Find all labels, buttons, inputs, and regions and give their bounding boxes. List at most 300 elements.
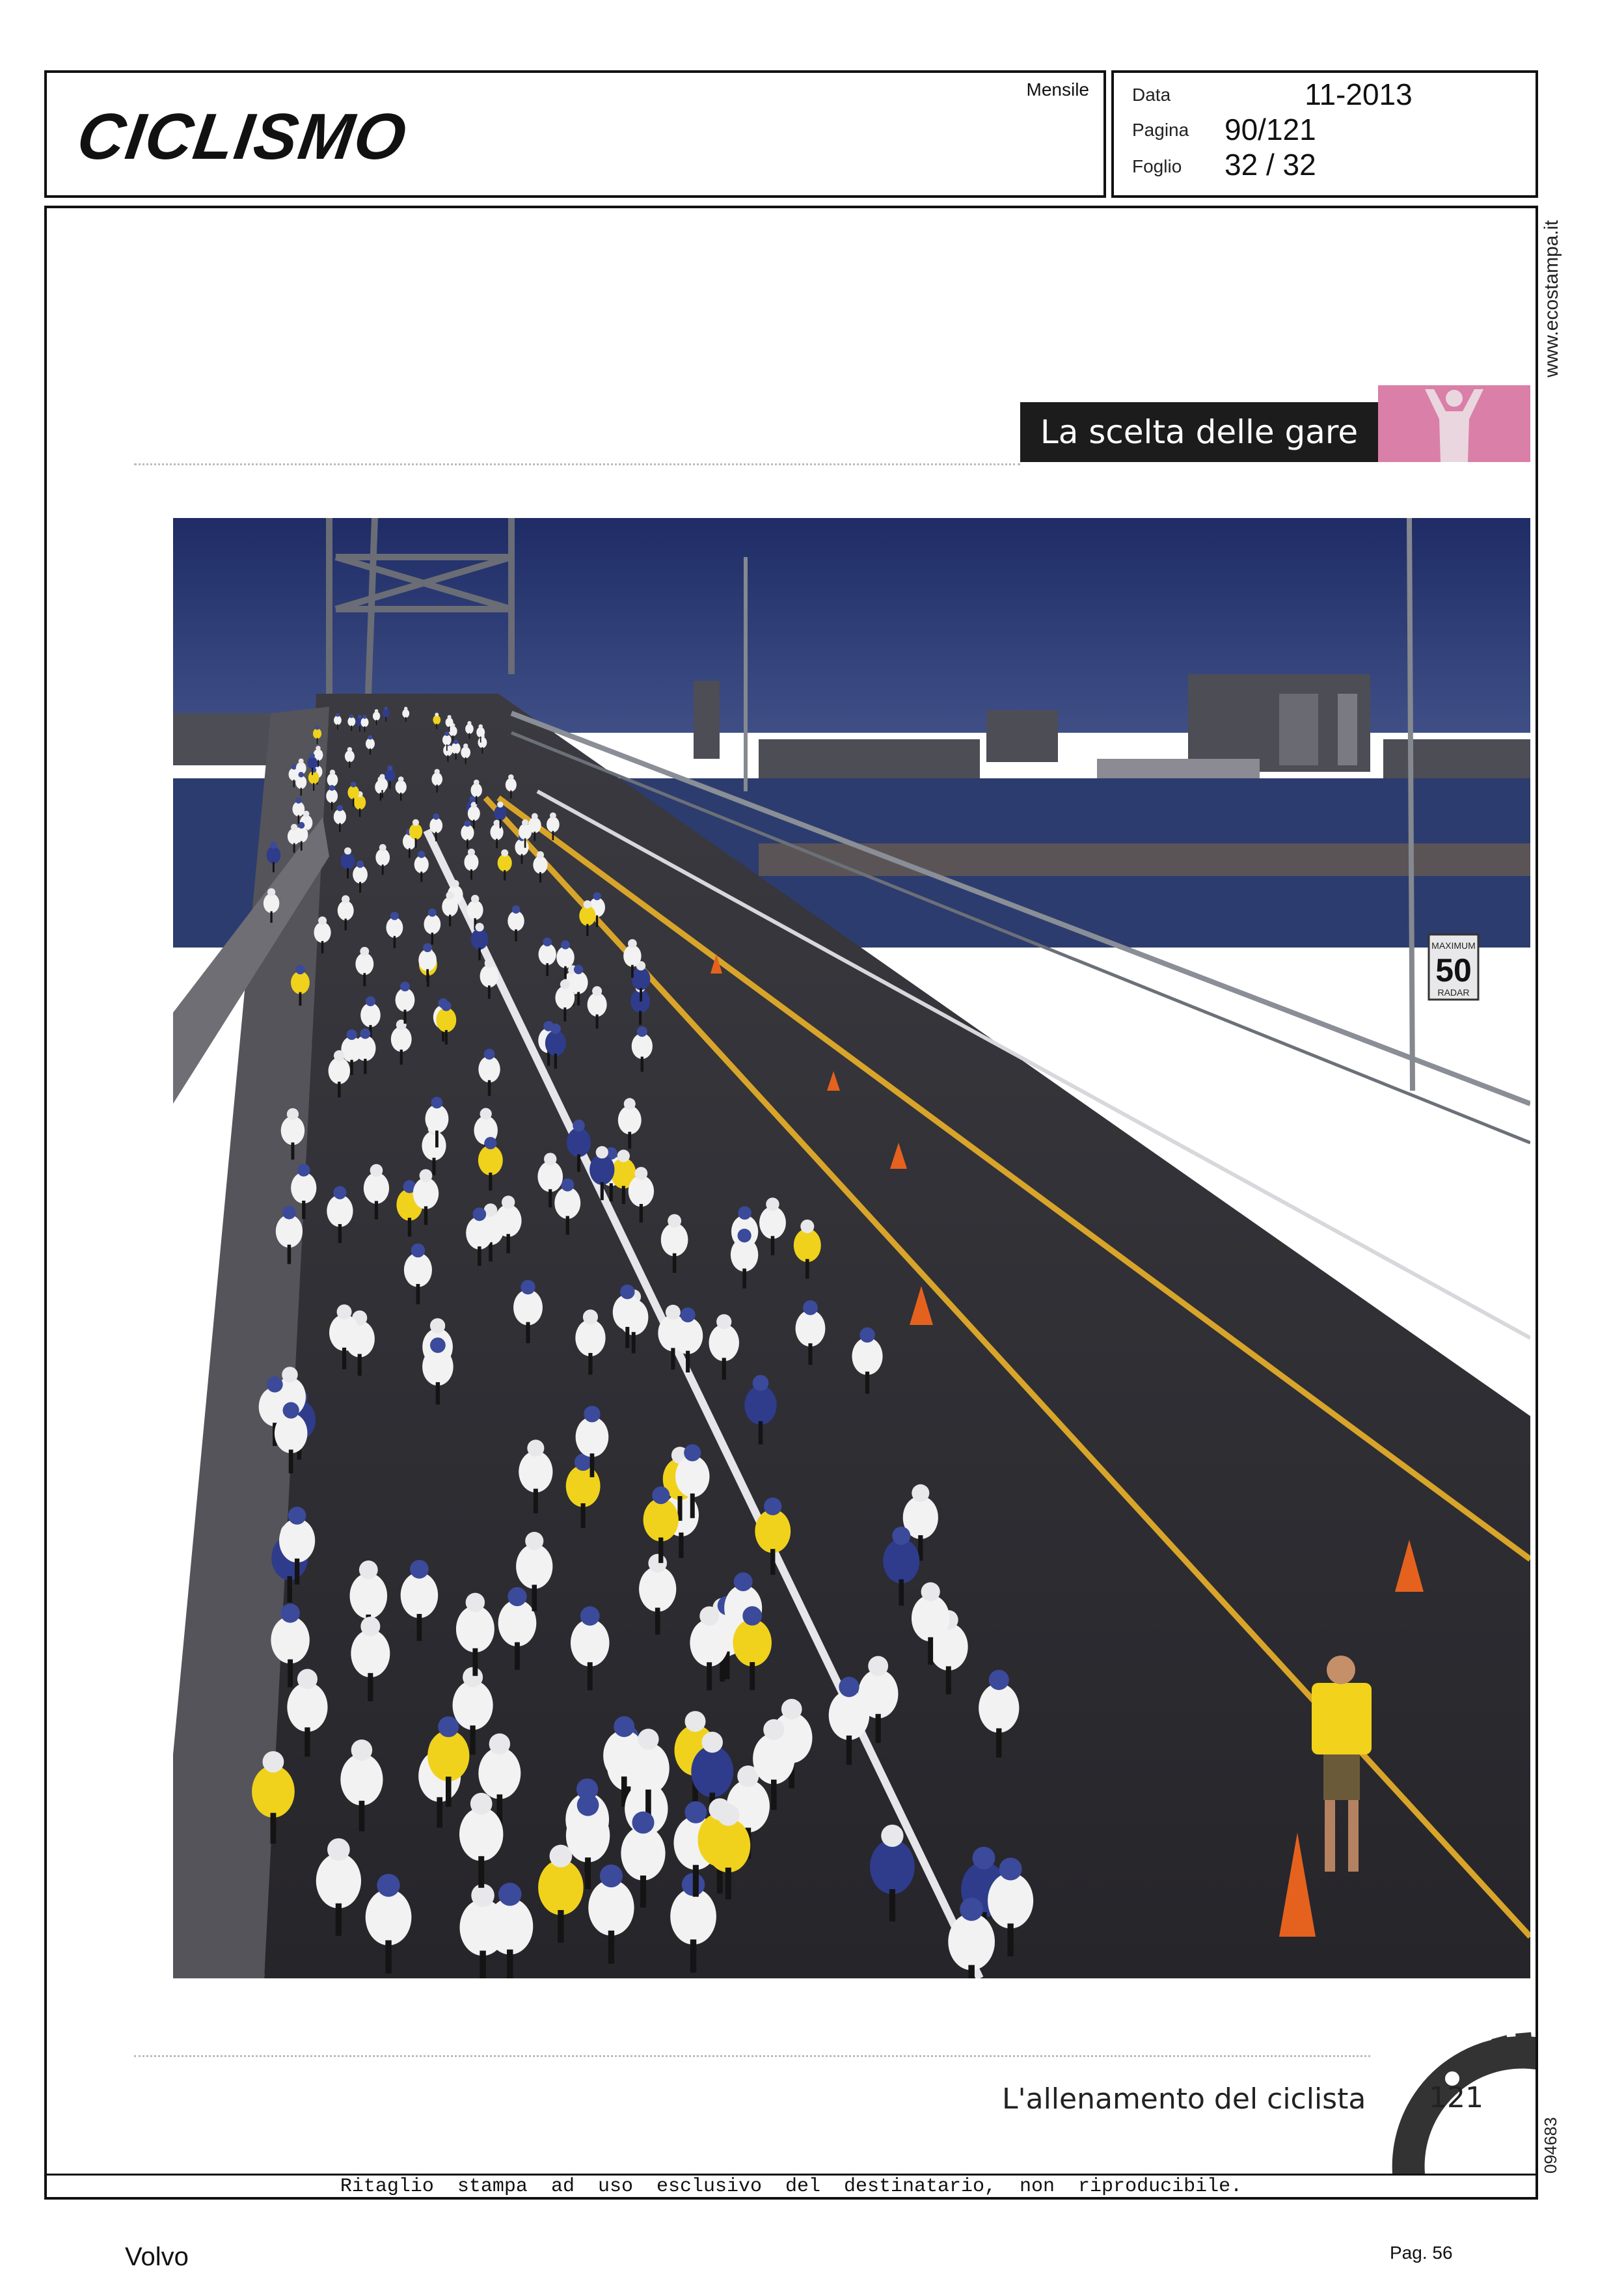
cyclist-helmet [764, 1497, 781, 1515]
cyclist [366, 1889, 412, 1945]
bicycle-wheel [389, 781, 390, 789]
cyclist-helmet [334, 1050, 345, 1061]
bicycle-wheel [337, 724, 338, 730]
bicycle-wheel [641, 1057, 643, 1072]
cyclist [621, 1826, 665, 1880]
cyclist-helmet [666, 1305, 681, 1320]
bicycle-wheel [707, 1662, 712, 1690]
cyclist [661, 1223, 688, 1256]
cyclist-helmet [295, 965, 304, 974]
cyclist-helmet [921, 1582, 940, 1601]
cyclist-helmet [561, 940, 570, 949]
bicycle-wheel [846, 1736, 852, 1765]
cyclist-helmet [467, 721, 471, 725]
bicycle-wheel [534, 1489, 538, 1514]
cyclist [451, 743, 460, 754]
cyclist [414, 856, 429, 873]
cyclist-helmet [433, 813, 439, 820]
cyclist [883, 1539, 919, 1584]
cyclist-helmet [375, 709, 379, 713]
bicycle-wheel [342, 1348, 346, 1369]
cyclist [402, 709, 409, 718]
cyclist-helmet [614, 1716, 634, 1737]
cyclist-helmet [497, 802, 503, 808]
bicycle-wheel [865, 1372, 869, 1394]
clip-notice: Ritaglio stampa ad uso esclusivo del destinatario, non riproducibile. [340, 2176, 1243, 2198]
cyclist-helmet [342, 895, 349, 903]
bicycle-wheel [465, 757, 467, 765]
bicycle-wheel [639, 1011, 642, 1025]
bicycle-wheel [622, 1186, 625, 1204]
cyclist-helmet [337, 805, 344, 812]
cyclist [466, 1216, 493, 1249]
bicycle-wheel [469, 733, 470, 739]
bicycle-wheel [295, 1559, 299, 1585]
cyclist-helmet [333, 1186, 346, 1199]
bicycle-wheel [876, 1714, 881, 1743]
bicycle-wheel [750, 1662, 755, 1690]
bicycle-wheel [467, 839, 468, 849]
cyclist [588, 1879, 634, 1935]
bicycle-wheel [515, 929, 517, 941]
bicycle-wheel [416, 1284, 420, 1304]
bicycle-wheel [478, 1856, 484, 1888]
cyclist-helmet [584, 1406, 600, 1422]
cyclist-helmet [360, 1028, 370, 1039]
cyclist [691, 1746, 733, 1797]
bicycle-wheel [690, 1494, 695, 1518]
section-figure-icon [1378, 385, 1530, 462]
bicycle-wheel [640, 1876, 646, 1907]
bicycle-wheel [317, 738, 318, 744]
cyclist-helmet [596, 1146, 608, 1158]
speed-sign-bottom: RADAR [1437, 987, 1470, 998]
bicycle-wheel [968, 1965, 975, 1978]
bicycle-wheel [449, 915, 451, 927]
speed-sign-top: MAXIMUM [1431, 940, 1476, 951]
bicycle-wheel [312, 768, 313, 775]
bicycle-wheel [693, 1865, 699, 1897]
cyclist-helmet [484, 1049, 495, 1060]
cyclist [347, 716, 355, 726]
cyclist-helmet [999, 1857, 1022, 1880]
cyclist-helmet [525, 1532, 543, 1550]
cyclist-helmet [291, 824, 297, 830]
bicycle-wheel [489, 1242, 492, 1262]
bicycle-wheel [359, 808, 360, 817]
cyclist-helmet [351, 1740, 373, 1761]
cyclist-helmet [624, 1098, 636, 1110]
cyclist-helmet [684, 1801, 707, 1823]
cyclist-helmet [574, 965, 583, 974]
cyclist [948, 1913, 995, 1971]
cyclist-helmet [327, 1838, 350, 1861]
bicycle-wheel [359, 726, 360, 732]
cyclist [471, 929, 489, 949]
bicycle-wheel [289, 1449, 293, 1473]
bicycle-wheel [363, 973, 366, 986]
cyclist [373, 711, 380, 720]
cyclist-helmet [291, 764, 297, 769]
bicycle-wheel [590, 1453, 595, 1477]
cyclist-helmet [379, 774, 385, 780]
cyclist [340, 1754, 383, 1806]
bicycle-wheel [288, 1245, 291, 1264]
bicycle-wheel [759, 1421, 763, 1445]
cyclist [271, 1617, 309, 1664]
bicycle-wheel [504, 870, 506, 880]
cyclist [326, 789, 338, 803]
cyclist [618, 1106, 642, 1134]
cyclist-helmet [716, 1314, 731, 1329]
cyclist-helmet [734, 1572, 753, 1591]
bicycle-wheel [436, 1382, 440, 1404]
cyclist [422, 1131, 446, 1160]
cyclist [545, 1030, 566, 1056]
cyclist [442, 897, 458, 916]
bicycle-wheel [321, 941, 323, 953]
book-title: L'allenamento del ciclista [1002, 2082, 1366, 2116]
cyclist-helmet [411, 1244, 426, 1258]
bicycle-wheel [302, 1201, 305, 1219]
bicycle-wheel [376, 720, 377, 725]
speed-sign-number: 50 [1435, 952, 1472, 989]
cyclist-helmet [702, 1732, 723, 1753]
bicycle-wheel [770, 1549, 775, 1575]
cyclist [709, 1324, 739, 1361]
cyclist-helmet [699, 1606, 719, 1626]
cyclist [364, 1173, 389, 1204]
bicycle-wheel [996, 1728, 1001, 1758]
cyclist-helmet [435, 769, 440, 774]
bicycle-wheel [671, 1348, 675, 1369]
bicycle-wheel [585, 1857, 591, 1889]
cyclist [588, 992, 607, 1017]
cyclist-helmet [438, 1716, 459, 1737]
cyclist [589, 1154, 614, 1185]
bicycle-wheel [480, 1950, 485, 1978]
cyclist [401, 1572, 439, 1618]
cyclist-helmet [282, 1206, 296, 1220]
cyclist-helmet [632, 1812, 654, 1834]
cyclist [733, 1619, 772, 1667]
bicycle-wheel [507, 1950, 513, 1978]
bicycle-wheel [946, 1666, 951, 1694]
bicycle-wheel [515, 1642, 520, 1669]
cyclist [613, 1294, 642, 1330]
bicycle-wheel [771, 1236, 774, 1255]
cyclist-helmet [431, 1097, 442, 1108]
cyclist [643, 1498, 679, 1541]
client-name: Volvo [125, 2243, 189, 2271]
cyclist-helmet [297, 1164, 310, 1177]
cyclist [575, 1320, 605, 1357]
bicycle-wheel [686, 1351, 690, 1372]
cyclist-helmet [989, 1670, 1009, 1690]
cyclist-helmet [288, 1507, 306, 1525]
cyclist [852, 1337, 882, 1375]
cyclist [316, 1853, 361, 1909]
cyclist-helmet [521, 1280, 535, 1294]
bicycle-wheel [722, 1358, 726, 1380]
cyclist [794, 1229, 821, 1262]
cyclist [487, 1898, 533, 1955]
cyclist-helmet [508, 1587, 526, 1606]
meta-label-sheet: Foglio [1132, 156, 1182, 176]
cyclist-helmet [592, 986, 602, 996]
cyclist-helmet [413, 819, 419, 826]
cyclist-helmet [532, 813, 538, 819]
cyclist-helmet [600, 1864, 623, 1887]
cyclist [519, 824, 532, 840]
cyclist-helmet [580, 1606, 600, 1626]
cyclist-helmet [471, 895, 479, 903]
cyclist [480, 965, 499, 988]
bicycle-wheel [298, 815, 299, 825]
cyclist [498, 1600, 537, 1646]
cyclist-helmet [489, 1734, 510, 1754]
cyclist [627, 1743, 670, 1794]
bicycle-wheel [417, 1614, 422, 1641]
bicycle-wheel [447, 755, 448, 761]
cyclist [478, 1145, 503, 1175]
cyclist-helmet [463, 743, 468, 748]
cyclist [446, 718, 453, 728]
cyclist [690, 1619, 729, 1667]
cyclist-helmet [370, 1164, 383, 1177]
cyclist [345, 750, 355, 762]
cyclist [404, 1253, 432, 1287]
cyclist-helmet [544, 1153, 556, 1165]
bicycle-wheel [488, 1080, 491, 1096]
cyclist-helmet [628, 939, 637, 948]
cyclist [431, 772, 442, 785]
cyclist [329, 1315, 359, 1351]
cyclist [355, 1035, 375, 1061]
bicycle-wheel [375, 1201, 378, 1219]
cyclist [632, 967, 651, 990]
meta-box [1111, 70, 1538, 198]
bicycle-wheel [433, 1158, 436, 1175]
cyclist-helmet [583, 1309, 598, 1324]
cyclist-helmet [881, 1825, 903, 1847]
cyclist-helmet [766, 1197, 779, 1210]
footer-rule [134, 2055, 1370, 2057]
bicycle-wheel [480, 737, 481, 743]
cyclist [516, 1544, 552, 1589]
cyclist-helmet [295, 798, 301, 804]
bicycle-wheel [742, 1268, 746, 1289]
meta-label-date: Data [1132, 85, 1171, 105]
cyclist-helmet [398, 776, 404, 782]
bicycle-wheel [449, 726, 450, 732]
bicycle-wheel [382, 864, 384, 875]
cyclist-helmet [464, 820, 470, 826]
periodicity-label: Mensile [1026, 79, 1089, 100]
bicycle-wheel [394, 936, 396, 948]
bicycle-wheel [563, 1007, 566, 1021]
cyclist-helmet [892, 1527, 910, 1545]
cyclist-helmet [337, 1304, 352, 1319]
cyclist-helmet [267, 1376, 283, 1393]
bicycle-wheel [270, 911, 272, 923]
page-label: Pag. 56 [1390, 2243, 1453, 2263]
bicycle-wheel [472, 1648, 478, 1676]
bicycle-wheel [271, 1813, 277, 1844]
cyclist-helmet [280, 1603, 300, 1623]
cyclist [424, 914, 440, 935]
cyclist [456, 1605, 494, 1652]
cyclist-helmet [359, 1561, 378, 1579]
cyclist [334, 809, 346, 824]
bicycle-wheel [445, 1030, 448, 1044]
bicycle-wheel [318, 760, 319, 767]
cyclist [476, 727, 485, 737]
cyclist-helmet [753, 1375, 769, 1391]
cyclist [427, 1730, 469, 1781]
cyclist [567, 1128, 591, 1157]
cyclist-helmet [475, 923, 483, 931]
cyclist-helmet [346, 1030, 357, 1040]
cyclist-helmet [385, 707, 388, 710]
bicycle-wheel [489, 1173, 492, 1190]
cyclist-helmet [550, 1024, 561, 1034]
bicycle-wheel [347, 868, 349, 879]
cyclist-helmet [379, 844, 386, 851]
cyclist-helmet [652, 1486, 670, 1504]
bicycle-wheel [470, 869, 472, 880]
cyclist-helmet [668, 1214, 681, 1228]
bicycle-wheel [610, 1183, 613, 1201]
cyclist [338, 901, 354, 920]
cyclist-helmet [390, 912, 399, 920]
cyclist-helmet [617, 1150, 630, 1162]
cyclist [498, 854, 512, 871]
bicycle-wheel [526, 1322, 530, 1343]
cyclist-helmet [435, 713, 439, 716]
bicycle-wheel [380, 793, 381, 800]
cyclist [673, 1317, 703, 1354]
cyclist [442, 735, 452, 746]
cyclist-helmet [470, 1793, 493, 1815]
cyclist [571, 1619, 610, 1667]
bicycle-wheel [690, 1939, 696, 1972]
cyclist-helmet [448, 715, 452, 719]
cyclist [554, 1187, 580, 1219]
cyclist [351, 1630, 390, 1677]
meta-value-page: 90/121 [1225, 113, 1316, 146]
cyclist [566, 1465, 601, 1507]
cyclist-helmet [577, 1794, 599, 1816]
cyclist [539, 944, 556, 965]
cyclist-helmet [282, 1367, 297, 1382]
cyclist [576, 1417, 609, 1457]
cyclist-helmet [573, 1119, 585, 1132]
cyclist-helmet [498, 1883, 522, 1906]
bicycle-wheel [473, 820, 475, 829]
bicycle-wheel [273, 862, 275, 873]
cyclist-helmet [527, 1440, 544, 1456]
cyclist [252, 1766, 295, 1818]
cyclist [519, 1451, 552, 1493]
bicycle-wheel [359, 1801, 365, 1831]
cyclist-helmet [973, 1847, 995, 1870]
bicycle-wheel [455, 753, 457, 759]
cyclist [537, 1161, 563, 1192]
cyclist [461, 746, 470, 758]
cyclist [706, 1818, 750, 1872]
cyclist-helmet [635, 1167, 648, 1180]
bicycle-wheel [291, 1143, 294, 1160]
bicycle-wheel [805, 1259, 809, 1279]
bicycle-wheel [1007, 1924, 1013, 1957]
cyclist [459, 1807, 503, 1861]
cyclist-helmet [537, 851, 544, 858]
document-code: 094683 [1541, 2117, 1560, 2174]
cyclists-bridge-photo [173, 518, 1530, 1978]
bicycle-wheel [400, 1050, 403, 1065]
cyclist-helmet [684, 1444, 701, 1461]
cyclist-helmet [410, 1560, 429, 1579]
cyclist-helmet [283, 1402, 299, 1419]
cyclist [639, 1566, 676, 1612]
bicycle-wheel [381, 790, 383, 798]
meta-label-page: Pagina [1132, 120, 1189, 140]
cyclist-helmet [561, 1179, 574, 1192]
cyclist-helmet [593, 892, 601, 900]
cyclist-helmet [512, 905, 521, 914]
cyclist-helmet [347, 747, 352, 752]
bicycle-wheel [539, 872, 541, 882]
bicycle-wheel [358, 1354, 362, 1376]
cyclist [490, 824, 503, 840]
cyclist [366, 738, 375, 749]
cyclist-helmet [960, 1898, 983, 1921]
cyclist-helmet [473, 1208, 487, 1221]
section-banner: La scelta delle gare [1020, 402, 1378, 462]
cyclist [465, 724, 474, 733]
cyclist-helmet [468, 849, 475, 856]
cyclist-helmet [484, 1137, 496, 1149]
cyclist [287, 1682, 327, 1732]
bicycle-wheel [313, 783, 314, 791]
cyclist [313, 728, 321, 739]
cyclist [829, 1690, 870, 1740]
cyclist-helmet [466, 1593, 485, 1612]
cyclist-helmet [494, 820, 500, 826]
cyclist [870, 1840, 915, 1894]
bicycle-wheel [510, 790, 511, 798]
cyclist [556, 946, 575, 968]
cyclist-helmet [452, 880, 459, 888]
bicycle-wheel [426, 969, 429, 982]
cyclist [355, 953, 373, 975]
bicycle-wheel [299, 992, 302, 1005]
bicycle-wheel [548, 1189, 552, 1207]
cyclist [436, 1007, 456, 1032]
meta-value-sheet: 32 / 32 [1225, 148, 1316, 182]
cyclist [314, 922, 331, 943]
cyclist [566, 1808, 610, 1862]
cyclist-helmet [446, 892, 453, 899]
bicycle-wheel [679, 1533, 683, 1558]
cyclist [383, 709, 390, 717]
cyclist [291, 971, 310, 994]
cyclist-helmet [310, 753, 315, 758]
bicycle-wheel [446, 1777, 452, 1807]
cyclist-helmet [351, 782, 357, 787]
bicycle-wheel [534, 832, 535, 841]
